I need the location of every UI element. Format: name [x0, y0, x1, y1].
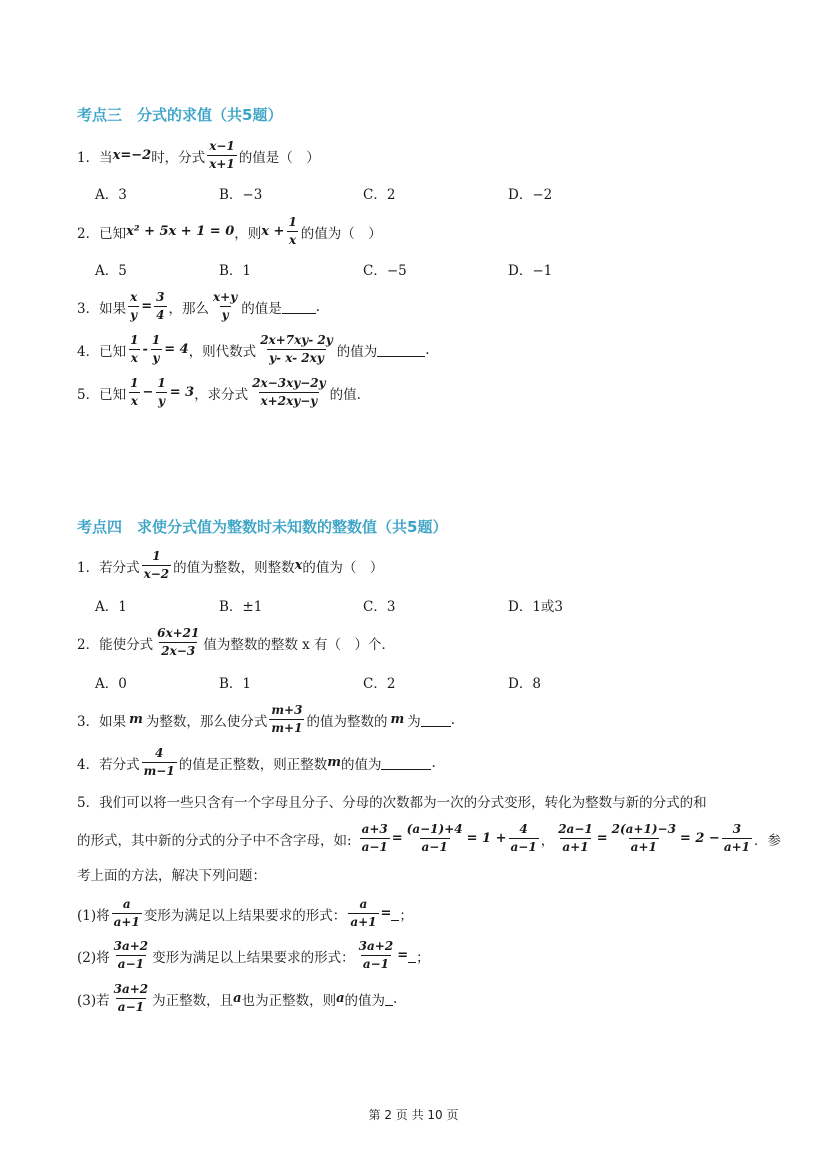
fraction: $\frac{3a+2}{a-1}$ [358, 939, 394, 971]
options-3-2 [95, 259, 735, 279]
option-d[interactable]: D．1或3 [508, 599, 564, 615]
answer-blank[interactable] [377, 342, 425, 357]
fraction: $\frac{1}{y}$ [157, 376, 166, 408]
answer-blank[interactable] [421, 712, 451, 727]
option-b[interactable]: B．1 [219, 263, 252, 279]
question-3-4: 4． 已知 $\frac{1}{x}$ - $\frac{1}{y}$ = 4 ，则代数式 $\frac{2x+7xy- 2y}{y- x- 2xy}$ 的值为 . [77, 333, 430, 365]
fraction: $\frac{3a+2}{a-1}$ [113, 939, 149, 971]
fraction: $\frac{4}{a-1}$ [510, 822, 537, 854]
option-a[interactable]: A．5 [95, 263, 127, 279]
fraction: $\frac{1}{x}$ [130, 376, 139, 408]
option-a[interactable]: A．1 [95, 599, 127, 615]
question-3-3: 3． 如果 $\frac{x}{y}$ = $\frac{3}{4}$ ，那么 $\frac{x+y}{y}$ 的值是 . [77, 290, 320, 322]
answer-blank[interactable] [408, 948, 416, 963]
answer-blank[interactable] [381, 755, 431, 770]
question-4-5-part3: (3)若 $\frac{3a+2}{a-1}$ 为正整数，且 a 也为正整数，则 a 的值为 . [77, 982, 398, 1014]
fraction: $\frac{x+y}{y}$ [213, 290, 238, 322]
option-c[interactable]: C．2 [363, 187, 396, 203]
fraction: $\frac{a}{a+1}$ [350, 897, 377, 929]
options-4-2 [95, 672, 735, 692]
fraction: $\frac{3}{a+1}$ [723, 822, 750, 854]
answer-blank[interactable] [385, 991, 393, 1006]
question-4-5-part1: (1)将 $\frac{a}{a+1}$ 变形为满足以上结果要求的形式： $\frac{a}{a+1}$ = ； [77, 897, 413, 929]
option-c[interactable]: C．−5 [363, 263, 407, 279]
fraction: $\frac{a+3}{a-1}$ [361, 822, 388, 854]
fraction: $\frac{1}{y}$ [151, 333, 161, 365]
fraction: $\frac{(a-1)+4}{a-1}$ [406, 822, 463, 854]
fraction: $\frac{2a-1}{a+1}$ [558, 822, 593, 854]
fraction: $\frac{2x+7xy- 2y}{y- x- 2xy}$ [260, 333, 333, 365]
page-footer: 第 2 页 共 10 页 [368, 1108, 459, 1122]
question-4-2: 2． 能使分式 $\frac{6x+21}{2x-3}$ 值为整数的整数 x 有（ ）个． [77, 626, 396, 658]
answer-blank[interactable] [282, 299, 316, 314]
question-4-5-intro-line1: 5． 我们可以将一些只含有一个字母且分子、分母的次数都为一次的分式变形，转化为整数与新的分式的和 [77, 795, 707, 811]
options-3-1 [95, 183, 735, 203]
fraction: $\frac{a}{a+1}$ [113, 897, 140, 929]
fraction: $\frac{3}{4}$ [156, 290, 165, 322]
section-title-3: 考点三 分式的求值（共5题） [77, 106, 283, 124]
option-c[interactable]: C．2 [363, 676, 396, 692]
fraction: $\frac{m+3}{m+1}$ [271, 703, 303, 735]
options-4-1 [95, 595, 735, 615]
question-4-3: 3． 如果 m 为整数，那么使分式 $\frac{m+3}{m+1}$ 的值为整数的 m 为 . [77, 703, 456, 735]
question-4-1: 1． 若分式 $\frac{1}{x-2}$ 的值为整数，则整数 x 的值为（ ） [77, 549, 384, 581]
question-4-4: 4． 若分式 $\frac{4}{m-1}$ 的值是正整数，则正整数 m 的值为 . [77, 746, 436, 778]
question-3-5: 5． 已知 $\frac{1}{x}$ − $\frac{1}{y}$ = 3 ，求分式 $\frac{2x-3xy-2y}{x+2xy-y}$ 的值. [77, 376, 361, 408]
fraction: $\frac{2(a+1)-3}{a+1}$ [611, 822, 676, 854]
option-a[interactable]: A．0 [95, 676, 127, 692]
fraction: $\frac{3a+2}{a-1}$ [113, 982, 149, 1014]
option-d[interactable]: D．−1 [508, 263, 553, 279]
option-c[interactable]: C．3 [363, 599, 396, 615]
fraction: $\frac{6x+21}{2x-3}$ [157, 626, 200, 658]
question-3-2: 2． 已知 x² + 5x + 1 = 0 ，则 x + $\frac{1}{x}$ 的值为（ ） [77, 215, 382, 247]
option-a[interactable]: A．3 [95, 187, 127, 203]
fraction: $\frac{1}{x-2}$ [143, 549, 170, 581]
answer-blank[interactable] [391, 906, 399, 921]
section-title-4: 考点四 求使分式值为整数时未知数的整数值（共5题） [77, 518, 448, 536]
fraction: $\frac{2x-3xy-2y}{x+2xy-y}$ [252, 376, 326, 408]
option-b[interactable]: B．−3 [219, 187, 263, 203]
question-4-5-part2: (2)将 $\frac{3a+2}{a-1}$ 变形为满足以上结果要求的形式： $\frac{3a+2}{a-1}$ = ； [77, 939, 430, 971]
fraction: $\frac{1}{x}$ [130, 333, 139, 365]
question-4-5-intro-line3: 考上面的方法，解决下列问题： [77, 868, 266, 884]
option-b[interactable]: B．1 [219, 676, 252, 692]
fraction: $\frac{4}{m-1}$ [143, 746, 175, 778]
option-d[interactable]: D．−2 [508, 187, 553, 203]
fraction: $\frac{x}{y}$ [130, 290, 138, 322]
question-4-5-intro-line2: 的形式，其中新的分式的分子中不含字母，如: $\frac{a+3}{a-1}$ = $\frac{(a-1)+4}{a-1}$ = 1 + $\frac{4}{a-1}$ ， $\frac{2a-1}{a+1}$ = $\frac{2(a+1)-3}{a+1}$ = 2 − $\frac{3}{a+1}$ ．参 [77, 822, 781, 854]
question-3-1: 1． 当 x=−2 时，分式 $\frac{x-1}{x+1}$ 的值是（ ） [77, 139, 320, 171]
option-b[interactable]: B．±1 [219, 599, 263, 615]
fraction: $\frac{x-1}{x+1}$ [209, 139, 235, 171]
fraction: $\frac{1}{x}$ [288, 215, 297, 247]
option-d[interactable]: D．8 [508, 676, 541, 692]
